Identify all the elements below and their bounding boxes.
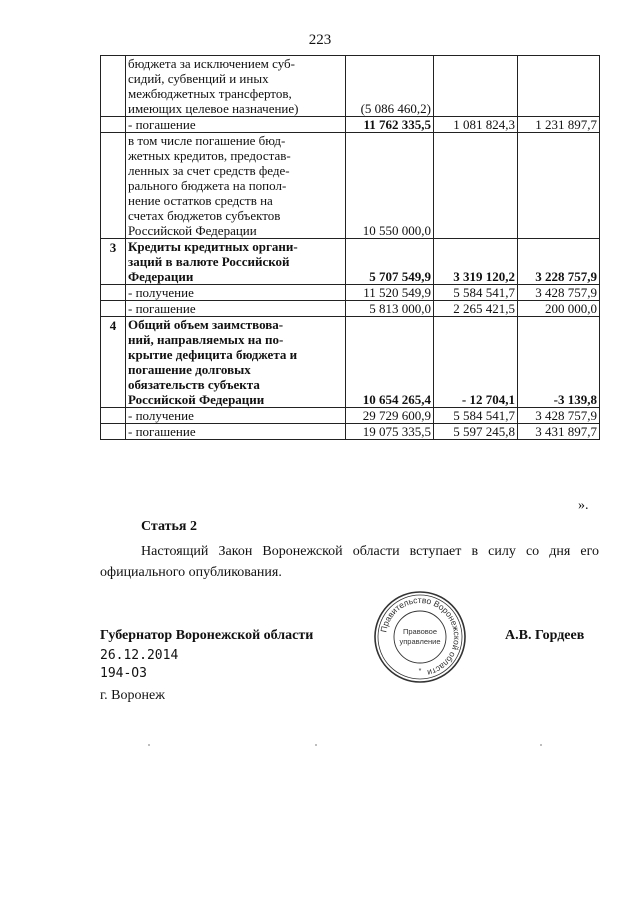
value-2017-cell <box>518 133 600 239</box>
row-description-cell: - погашение <box>126 117 346 133</box>
value-2017-cell: 3 428 757,9 <box>518 408 600 424</box>
row-description-cell: Кредиты кредитных органи- заций в валюте Российской Федерации <box>126 239 346 285</box>
scan-speck <box>148 744 150 746</box>
value-2017-cell: 3 228 757,9 <box>518 239 600 285</box>
row-number-cell: 4 <box>101 317 126 408</box>
row-number-cell <box>101 117 126 133</box>
value-2015-cell: 11 762 335,5 <box>346 117 434 133</box>
value-2017-cell: 1 231 897,7 <box>518 117 600 133</box>
row-number-cell <box>101 56 126 117</box>
row-number-cell: 3 <box>101 239 126 285</box>
law-number: 194-ОЗ <box>100 666 147 681</box>
value-2017-cell <box>518 56 600 117</box>
official-stamp <box>372 589 468 685</box>
value-2017-cell: 3 428 757,9 <box>518 285 600 301</box>
table-row <box>101 239 600 285</box>
value-2015-cell: (5 086 460,2) <box>346 56 434 117</box>
value-2015-cell: 10 550 000,0 <box>346 133 434 239</box>
table-row <box>101 285 600 301</box>
value-2016-cell: 5 584 541,7 <box>434 408 518 424</box>
value-2016-cell: 5 597 245,8 <box>434 424 518 440</box>
borrowing-table <box>100 55 600 440</box>
scan-speck <box>315 744 317 746</box>
row-description-cell: - получение <box>126 285 346 301</box>
row-description-cell: Общий объем заимствова- ний, направляемых на по- крытие дефицита бюджета и погашение долговых обязательств субъекта Российской Федерации <box>126 317 346 408</box>
signature-name: А.В. Гордеев <box>505 628 585 643</box>
table-row <box>101 56 600 117</box>
scan-speck <box>540 744 542 746</box>
value-2016-cell: 1 081 824,3 <box>434 117 518 133</box>
table-row <box>101 301 600 317</box>
row-number-cell <box>101 408 126 424</box>
page-number: 223 <box>308 32 332 48</box>
table-row <box>101 408 600 424</box>
stamp-center-line2: управление <box>399 637 441 646</box>
closing-quote: ». <box>578 498 589 513</box>
value-2016-cell: 5 584 541,7 <box>434 285 518 301</box>
value-2016-cell <box>434 56 518 117</box>
signature-title: Губернатор Воронежской области <box>100 628 314 643</box>
article-title: Статья 2 <box>141 519 197 534</box>
row-number-cell <box>101 133 126 239</box>
value-2015-cell: 10 654 265,4 <box>346 317 434 408</box>
table-row <box>101 117 600 133</box>
article-text: Настоящий Закон Воронежской области вступает в силу со дня его официального опубликования. <box>100 544 599 580</box>
value-2015-cell: 5 707 549,9 <box>346 239 434 285</box>
row-description-cell: - погашение <box>126 424 346 440</box>
row-number-cell <box>101 424 126 440</box>
row-number-cell <box>101 285 126 301</box>
value-2015-cell: 29 729 600,9 <box>346 408 434 424</box>
stamp-center-line1: Правовое <box>402 627 438 636</box>
value-2017-cell: 200 000,0 <box>518 301 600 317</box>
value-2017-cell: -3 139,8 <box>518 317 600 408</box>
row-description-cell: бюджета за исключением суб- сидий, субвенций и иных межбюджетных трансфертов, имеющих целевое назначение) <box>126 56 346 117</box>
value-2016-cell: - 12 704,1 <box>434 317 518 408</box>
row-description-cell: в том числе погашение бюд- жетных кредитов, предостав- ленных за счет средств феде- рального бюджета на попол- нение остатков средств на счетах бюджетов субъектов Российской Федерации <box>126 133 346 239</box>
table-row <box>101 133 600 239</box>
value-2015-cell: 11 520 549,9 <box>346 285 434 301</box>
row-description-cell: - получение <box>126 408 346 424</box>
value-2016-cell <box>434 133 518 239</box>
table-row <box>101 424 600 440</box>
row-number-cell <box>101 301 126 317</box>
value-2016-cell: 2 265 421,5 <box>434 301 518 317</box>
row-description-cell: - погашение <box>126 301 346 317</box>
sign-city: г. Воронеж <box>100 688 165 703</box>
table-row <box>101 317 600 408</box>
sign-date: 26.12.2014 <box>100 648 179 663</box>
value-2015-cell: 5 813 000,0 <box>346 301 434 317</box>
value-2016-cell: 3 319 120,2 <box>434 239 518 285</box>
stamp-ring-text: Правительство Воронежской области <box>378 594 463 679</box>
stamp-star-icon: * <box>418 668 422 675</box>
value-2015-cell: 19 075 335,5 <box>346 424 434 440</box>
value-2017-cell: 3 431 897,7 <box>518 424 600 440</box>
